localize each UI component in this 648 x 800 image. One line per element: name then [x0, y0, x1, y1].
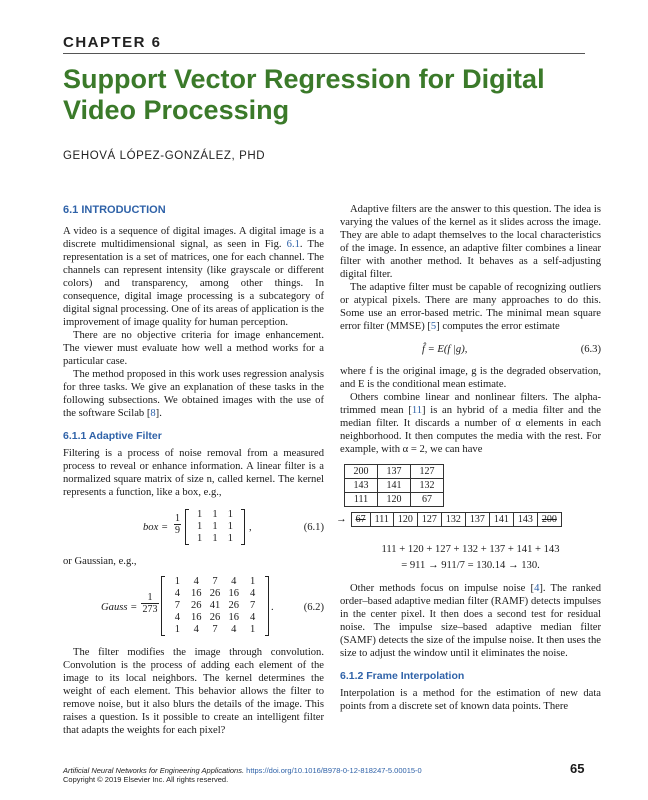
sorted-values-table: [351, 512, 562, 527]
matrix-cell: 1: [227, 521, 233, 532]
sorted-value: 132: [441, 513, 465, 527]
kernel-matrix: [161, 576, 269, 636]
sorted-value: 143: [513, 513, 537, 527]
matrix-cell: 26: [228, 600, 240, 611]
paragraph: Interpolation is a method for the estimation of new data points from a discrete set of known data points. There: [340, 688, 601, 712]
pixel-grid-table: [344, 464, 444, 507]
matrix-cell: 4: [193, 576, 199, 587]
pixel-value: 137: [378, 465, 411, 479]
matrix-row: [186, 509, 244, 521]
citation-link[interactable]: 5: [430, 321, 437, 332]
paragraph: There are no objective criteria for image enhancement. The viewer must evaluate how well a method works for a particular case.: [63, 330, 324, 367]
matrix-cell: 1: [197, 533, 203, 544]
matrix-row: [162, 624, 268, 636]
chapter-label: CHAPTER 6: [63, 34, 162, 51]
pixel-value: 67: [411, 493, 444, 507]
citation-link[interactable]: 8: [150, 408, 156, 419]
book-title: Artificial Neural Networks for Engineering Applications.: [63, 766, 245, 775]
matrix-cell: 4: [174, 588, 181, 599]
right-column: [336, 203, 601, 713]
trimmed-value: 200: [537, 513, 561, 527]
paragraph: Filtering is a process of noise removal from a measured process to reveal or enhance information. A linear filter is a normalized square matrix of size n, called kernel. The kernel represents a function, like a box, e.g.,: [63, 448, 324, 498]
sorted-value: 141: [489, 513, 513, 527]
matrix-row: [186, 521, 244, 533]
left-column: [63, 203, 324, 737]
matrix-cell: 7: [212, 576, 218, 587]
pixel-value: 132: [411, 479, 444, 493]
section-heading-introduction: 6.1 INTRODUCTION: [63, 204, 166, 216]
calculation-line: 111 + 120 + 127 + 132 + 137 + 141 + 143: [381, 544, 560, 555]
fraction: $\frac{1}{273}$: [142, 592, 158, 615]
paragraph: The method proposed in this work uses regression analysis for three tasks. We give an explanation of these tasks in the following subsections. We obtained images with the use of the software Scilab [8].: [63, 369, 324, 419]
matrix-cell: 1: [227, 533, 233, 544]
fraction: $\frac{1}{9}$: [175, 513, 180, 536]
pixel-value: 200: [345, 465, 378, 479]
matrix-cell: 26: [209, 612, 221, 623]
equation-number: (6.1): [303, 522, 324, 533]
matrix-cell: 1: [212, 533, 218, 544]
matrix-cell: 1: [174, 624, 181, 635]
matrix-cell: 1: [212, 521, 218, 532]
matrix-cell: 26: [190, 600, 202, 611]
pixel-neighborhood: [344, 464, 601, 507]
pixel-value: 111: [345, 493, 378, 507]
matrix-cell: 4: [193, 624, 199, 635]
matrix-cell: 41: [209, 600, 221, 611]
matrix-cell: 7: [174, 600, 181, 611]
copyright: Copyright © 2019 Elsevier Inc. All rights reserved.: [63, 775, 229, 784]
calculation-result: = 911 → 911/7 = 130.14 → 130.: [401, 560, 540, 571]
pixel-value: 141: [378, 479, 411, 493]
matrix-row: [162, 600, 268, 612]
arrow-icon: →: [336, 514, 347, 525]
matrix-cell: 4: [249, 588, 256, 599]
citation-link[interactable]: 11: [411, 405, 423, 416]
matrix-cell: 16: [228, 588, 240, 599]
paragraph: or Gaussian, e.g.,: [63, 556, 137, 567]
sorted-value: 127: [417, 513, 441, 527]
paragraph: Other methods focus on impulse noise [4]. The ranked order–based adaptive median filter (RAMF) detects impulses in the center pixel. It then does a second test for residual noise. The impulse size–based adaptive median filter (SAMF) detects the size of the impulse noise. It then uses the size to adjust the window until it eliminates the noise.: [340, 583, 601, 659]
page-number: 65: [570, 761, 585, 776]
paragraph: where f is the original image, g is the degraded observation, and E is the conditional mean estimate.: [340, 366, 601, 390]
matrix-cell: 1: [174, 576, 181, 587]
matrix-cell: 1: [249, 576, 256, 587]
matrix-row: [162, 588, 268, 600]
matrix-cell: 4: [231, 576, 237, 587]
matrix-row: [162, 576, 268, 588]
paragraph: A video is a sequence of digital images. A digital image is a discrete multidimensional signal, as seen in Fig. 6.1. The representation is a set of matrices, one for each channel. The channels can represent intensity (like grayscale or different colors) and transparency, among other things. In consequence, digital image processing is a subcategory of digital signal processing. One of its areas of application is the improvement of image quality for human perception.: [63, 226, 324, 328]
header-rule: [63, 53, 585, 54]
matrix-cell: 16: [190, 588, 202, 599]
matrix-cell: 1: [212, 509, 218, 520]
matrix-cell: 16: [190, 612, 202, 623]
matrix-cell: 4: [231, 624, 237, 635]
sorted-value: 111: [370, 513, 393, 527]
subsection-heading-frame-interpolation: 6.1.2 Frame Interpolation: [340, 670, 465, 682]
matrix-cell: 26: [209, 588, 221, 599]
trimmed-value: 67: [351, 513, 370, 527]
equation-6-1: box = $\frac{1}{9}$ 1 1 1 1 1 1 1 1 1 , (6.1): [143, 509, 324, 544]
sorted-value: 137: [465, 513, 489, 527]
grid-row: [345, 479, 444, 493]
matrix-row: [162, 612, 268, 624]
author-name: GEHOVÁ LÓPEZ-GONZÁLEZ, PHD: [63, 150, 266, 162]
pixel-value: 143: [345, 479, 378, 493]
citation-link[interactable]: 4: [534, 583, 540, 594]
sorted-value: 120: [393, 513, 417, 527]
equation-number: (6.3): [580, 344, 601, 355]
subsection-heading-adaptive-filter: 6.1.1 Adaptive Filter: [63, 430, 162, 442]
grid-row: [345, 465, 444, 479]
kernel-matrix: [185, 509, 245, 545]
pixel-value: 120: [378, 493, 411, 507]
equation-number: (6.2): [303, 602, 324, 613]
matrix-cell: 1: [197, 521, 203, 532]
paragraph: Others combine linear and nonlinear filters. The alpha-trimmed mean [11] is an hybrid of a media filter and the median filter. It discards a number of α elements in each neighborhood. It then computes the media with the rest. For example, with α = 2, we can have: [340, 392, 601, 455]
matrix-cell: 1: [227, 509, 233, 520]
sorted-sequence: [336, 512, 601, 527]
figure-link[interactable]: 6.1: [286, 239, 300, 250]
paragraph: Adaptive filters are the answer to this question. The idea is varying the values of the kernel as it slides across the image. They are able to adapt themselves to the local characteristics of the image. In essence, an adaptive filter combines a linear filter with another method. It behaves as a self-adjusting digital filter.: [340, 204, 601, 280]
matrix-cell: 4: [174, 612, 181, 623]
matrix-cell: 4: [249, 612, 256, 623]
equation-6-3: f̂ = E(f |g), (6.3): [422, 344, 601, 355]
grid-row: [345, 493, 444, 507]
footer: [63, 766, 422, 784]
matrix-cell: 7: [212, 624, 218, 635]
pixel-value: 127: [411, 465, 444, 479]
equation-6-2: Gauss = $\frac{1}{273}$ 1 4 7 4 1 4 16 26 16 4 7 26 41 26 7 4 16 26 16 4 1 4 7 4 1 . (6.2): [101, 576, 324, 635]
paragraph: The adaptive filter must be capable of recognizing outliers or atypical pixels. There are many approaches to do this. Some use an error-based metric. The minimal mean square error filter (MMSE) [5] computes the error estimate: [340, 282, 601, 332]
matrix-cell: 7: [249, 600, 256, 611]
chapter-title: Support Vector Regression for Digital Video Processing: [63, 64, 545, 125]
sorted-row: [351, 513, 561, 527]
matrix-cell: 1: [197, 509, 203, 520]
matrix-cell: 1: [249, 624, 256, 635]
doi-link[interactable]: https://doi.org/10.1016/B978-0-12-818247-5.00015-0: [246, 766, 422, 775]
matrix-row: [186, 533, 244, 545]
matrix-cell: 16: [228, 612, 240, 623]
paragraph: The filter modifies the image through convolution. Convolution is the process of adding each element of the image to its local neighbors. The kernel determines the weight of each element. This behavior allows the filter to remove noise, but it also blurs the details of the image. This raises a question. Is it possible to create an intelligent filter that adapts the weights for each pixel?: [63, 647, 324, 736]
